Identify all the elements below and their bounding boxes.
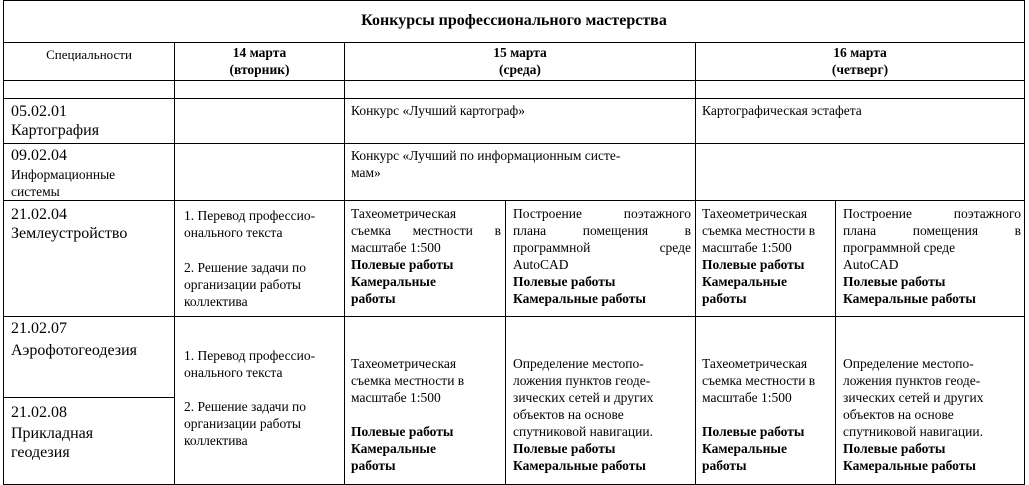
event-text: масштабе 1:500	[702, 390, 792, 405]
header-weekday: (среда)	[499, 62, 541, 77]
office-work-label: Камеральные	[702, 441, 787, 456]
field-work-label: Полевые работы	[843, 274, 946, 289]
event-text: программной среде	[513, 240, 691, 255]
event-text: спутниковой навигации.	[513, 424, 653, 439]
header-day-14	[175, 44, 344, 78]
header-weekday: (четверг)	[831, 62, 889, 77]
competitions-table	[3, 0, 1025, 485]
specialty-cartography	[11, 102, 171, 140]
event-text: плана помещения в	[843, 223, 1021, 238]
event-gnss-positioning	[513, 355, 693, 474]
header-date: 14 марта	[232, 45, 287, 60]
office-work-label: Камеральные работы	[843, 458, 976, 473]
event-tacheometric-survey-day-16	[702, 205, 832, 307]
task-text: коллектива	[184, 433, 248, 448]
header-weekday: (вторник)	[229, 62, 290, 77]
table-title: Конкурсы профессионального мастерства	[361, 12, 667, 29]
task-text: организации работы	[184, 416, 302, 431]
row-divider	[3, 98, 1025, 99]
event-text: программной среде	[843, 240, 956, 255]
field-work-label: Полевые работы	[513, 274, 616, 289]
specialty-name: Аэрофотогеодезия	[11, 342, 138, 359]
event-text: Тахеометрическая	[702, 356, 808, 371]
task-text: 2. Решение задачи по	[184, 260, 307, 275]
table-border-left	[3, 0, 4, 485]
header-day-15	[345, 44, 695, 78]
specialty-applied-geodesy	[11, 403, 171, 462]
field-work-label: Полевые работы	[351, 424, 454, 439]
event-best-in-information-systems	[351, 147, 691, 181]
task-text: организации работы	[184, 277, 302, 292]
event-text: Определение местопо-	[843, 356, 974, 371]
event-tacheometric-survey-geodesy-day-16	[702, 355, 832, 474]
row-divider	[3, 80, 1025, 81]
task-text: 1. Перевод профессио-	[184, 348, 316, 363]
event-text: масштабе 1:500	[351, 390, 441, 405]
specialty-name: Картография	[11, 122, 100, 139]
event-text: плана помещения в	[513, 223, 691, 238]
office-work-label: Камеральные	[702, 274, 787, 289]
event-floor-plan-autocad-day-16	[843, 205, 1021, 307]
specialty-information-systems	[11, 146, 171, 200]
field-work-label: Полевые работы	[843, 441, 946, 456]
specialty-name: геодезия	[11, 444, 70, 461]
event-text: масштабе 1:500	[351, 240, 441, 255]
office-work-label: Камеральные работы	[843, 291, 976, 306]
task-text: 1. Перевод профессио-	[184, 208, 316, 223]
tasks-day-14-geodesy	[184, 347, 342, 449]
event-text: мам»	[351, 165, 381, 180]
event-text: съемка местности в	[351, 223, 501, 238]
col-divider	[344, 42, 345, 485]
row-divider	[3, 316, 1025, 317]
event-text: масштабе 1:500	[702, 240, 792, 255]
row-divider	[3, 42, 1025, 43]
office-work-label: работы	[351, 458, 396, 473]
task-text: коллектива	[184, 294, 248, 309]
specialty-name: Землеустройство	[11, 225, 128, 242]
event-text: зических сетей и других	[843, 390, 984, 405]
field-work-label: Полевые работы	[513, 441, 616, 456]
office-work-label: Камеральные	[351, 441, 436, 456]
specialty-code: 21.02.04	[11, 206, 67, 223]
col-divider	[174, 42, 175, 485]
row-divider	[3, 200, 1025, 201]
tasks-day-14	[184, 207, 342, 310]
event-text: съемка местности в	[702, 373, 816, 388]
office-work-label: Камеральные работы	[513, 458, 646, 473]
specialty-name: Прикладная	[11, 425, 94, 442]
header-day-16	[696, 44, 1024, 78]
event-text: объектов на основе	[843, 407, 954, 422]
office-work-label: работы	[702, 458, 747, 473]
task-text: онального текста	[184, 225, 283, 240]
office-work-label: работы	[351, 291, 396, 306]
header-specialties: Специальности	[46, 47, 132, 62]
row-divider	[3, 143, 1025, 144]
event-text: Определение местопо-	[513, 356, 644, 371]
event-gnss-positioning-day-16	[843, 355, 1023, 474]
field-work-label: Полевые работы	[351, 257, 454, 272]
task-text: 2. Решение задачи по	[184, 399, 307, 414]
header-date: 16 марта	[833, 45, 887, 60]
event-floor-plan-autocad	[513, 205, 691, 307]
office-work-label: Камеральные	[351, 274, 436, 289]
event-text: Тахеометрическая	[351, 206, 457, 221]
event-text: AutoCAD	[843, 257, 899, 272]
event-text: AutoCAD	[513, 257, 569, 272]
event-text: Конкурс «Лучший по информационным систе-	[351, 148, 621, 163]
specialty-code: 09.02.04	[11, 147, 67, 164]
event-tacheometric-survey-geodesy	[351, 355, 501, 474]
field-work-label: Полевые работы	[702, 424, 805, 439]
event-text: спутниковой навигации.	[843, 424, 983, 439]
specialty-code: 21.02.07	[11, 320, 67, 337]
specialty-name: Информационные	[11, 167, 116, 182]
event-text: зических сетей и других	[513, 390, 654, 405]
event-text: Тахеометрическая	[351, 356, 457, 371]
event-text: Построение поэтажного	[843, 206, 1021, 221]
event-cartographic-relay: Картографическая эстафета	[702, 103, 862, 118]
event-text: Тахеометрическая	[702, 206, 808, 221]
specialty-code: 21.02.08	[11, 404, 67, 421]
office-work-label: работы	[702, 291, 747, 306]
specialty-code: 05.02.01	[11, 103, 67, 120]
event-text: Построение поэтажного	[513, 206, 691, 221]
event-text: съемка местности в	[351, 373, 465, 388]
office-work-label: Камеральные работы	[513, 291, 646, 306]
header-date: 15 марта	[493, 45, 547, 60]
event-text: объектов на основе	[513, 407, 624, 422]
specialty-land-management	[11, 205, 171, 243]
col-divider	[695, 42, 696, 485]
specialty-name: системы	[11, 184, 60, 199]
event-best-cartographer: Конкурс «Лучший картограф»	[351, 103, 526, 118]
event-text: ложения пунктов геоде-	[513, 373, 651, 388]
table-border-top	[3, 0, 1025, 1]
event-text: ложения пунктов геоде-	[843, 373, 981, 388]
col-divider	[505, 200, 506, 485]
specialty-aerial-geodesy	[11, 319, 171, 360]
table-border-right	[1024, 0, 1025, 485]
event-text: съемка местности в	[702, 223, 816, 238]
row-divider	[3, 397, 174, 398]
task-text: онального текста	[184, 365, 283, 380]
col-divider	[835, 200, 836, 485]
field-work-label: Полевые работы	[702, 257, 805, 272]
event-tacheometric-survey	[351, 205, 501, 307]
